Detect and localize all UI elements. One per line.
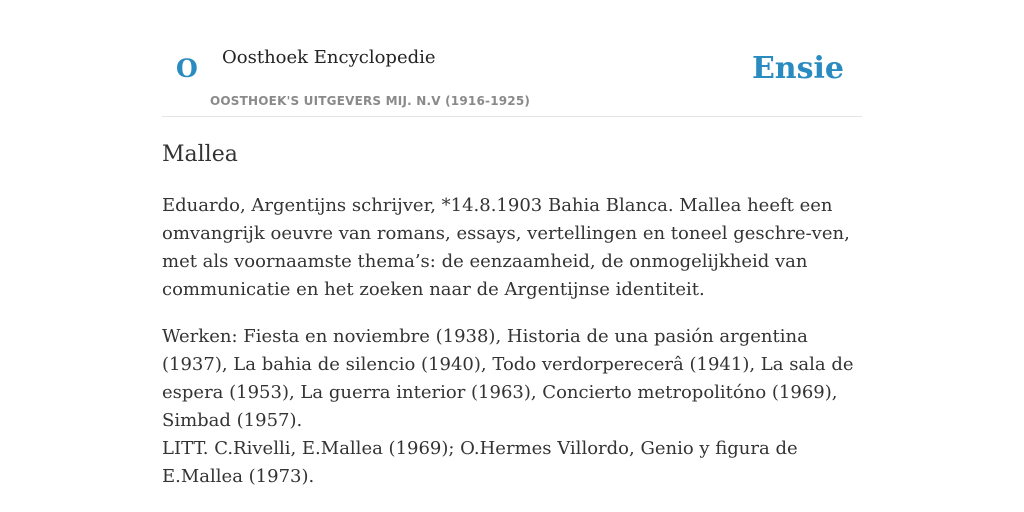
source-publisher: OOSTHOEK'S UITGEVERS MIJ. N.V (1916-1925) (210, 94, 531, 108)
entry-paragraph-works: Werken: Fiesta en noviembre (1938), Historia de una pasión argentina (1937), La bahia de silencio (1940), Todo verdorperecerâ (1941), La sala de espera (1953), La guerra interior (1963), Concierto metropolitóno (1969), Simbad (1957). (162, 326, 854, 431)
source-logo-icon: O (176, 54, 198, 83)
entry-paragraph-description: Eduardo, Argentijns schrijver, *14.8.1903 Bahia Blanca. Mallea heeft een omvangrijk oeuvre van romans, essays, vertellingen en toneel geschre-ven, met als voornaamste thema’s: de eenzaamheid, de onmogelijkheid van communicatie en het zoeken naar de Argentijnse identiteit. (162, 195, 850, 300)
page-container (162, 0, 862, 512)
ensie-brand-link[interactable]: Ensie (751, 51, 844, 86)
source-title-link[interactable]: Oosthoek Encyclopedie (222, 47, 436, 68)
entry-title: Mallea (162, 142, 238, 167)
entry-paragraph-literature: LITT. C.Rivelli, E.Mallea (1969); O.Hermes Villordo, Genio y figura de E.Mallea (1973). (162, 438, 798, 487)
source-header (162, 0, 862, 117)
